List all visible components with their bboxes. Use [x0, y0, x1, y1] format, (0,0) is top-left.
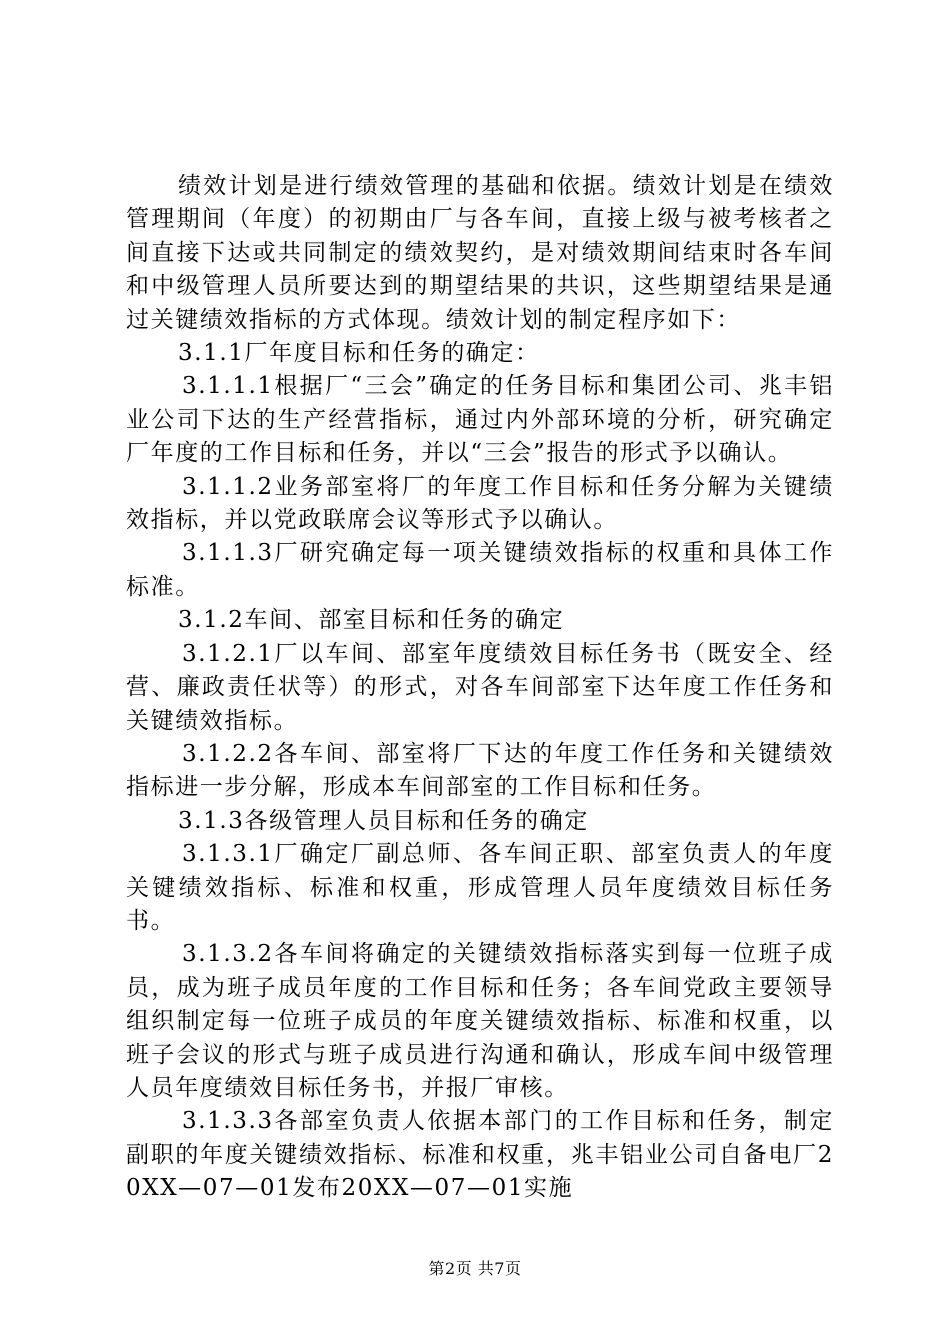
clause-3-1-2-1: 3.1.2.1厂以车间、部室年度绩效目标任务书（既安全、经营、廉政责任状等）的形式，对各车间部室下达年度工作任务和关键绩效指标。	[126, 640, 834, 734]
clause-3-1-1-2: 3.1.1.2业务部室将厂的年度工作目标和任务分解为关键绩效指标，并以党政联席会议等形式予以确认。	[126, 473, 834, 534]
section-3-1-3-heading: 3.1.3各级管理人员目标和任务的确定	[178, 807, 589, 834]
section-3-1-2-heading: 3.1.2车间、部室目标和任务的确定	[178, 607, 565, 634]
clause-3-1-1-3: 3.1.1.3厂研究确定每一项关键绩效指标的权重和具体工作标准。	[126, 540, 834, 600]
clause-3-1-3-3: 3.1.3.3各部室负责人依据本部门的工作目标和任务，制定副职的年度关键绩效指标、标准和权重，兆丰铝业公司自备电厂20XX—07—01发布20XX—07—01实施	[126, 1108, 834, 1202]
clause-3-1-3-2: 3.1.3.2各车间将确定的关键绩效指标落实到每一位班子成员，成为班子成员年度的工作目标和任务；各车间党政主要领导组织制定每一位班子成员的年度关键绩效指标、标准和权重，以班子会议的形式与班子成员进行沟通和确认，形成车间中级管理人员年度绩效目标任务书，并报厂审核。	[126, 941, 834, 1101]
clause-3-1-2-2: 3.1.2.2各车间、部室将厂下达的年度工作任务和关键绩效指标进一步分解，形成本车间部室的工作目标和任务。	[126, 740, 834, 801]
page-number-footer: 第2页 共7页	[428, 1259, 522, 1278]
clause-3-1-3-1: 3.1.3.1厂确定厂副总师、各车间正职、部室负责人的年度关键绩效指标、标准和权重，形成管理人员年度绩效目标任务书。	[126, 841, 834, 934]
document-body	[126, 170, 834, 1206]
intro-paragraph: 绩效计划是进行绩效管理的基础和依据。绩效计划是在绩效管理期间（年度）的初期由厂与各车间，直接上级与被考核者之间直接下达或共同制定的绩效契约，是对绩效期间结束时各车间和中级管理人员所要达到的期望结果的共识，这些期望结果是通过关键绩效指标的方式体现。绩效计划的制定程序如下：	[126, 173, 834, 333]
clause-3-1-1-1: 3.1.1.1根据厂“三会”确定的任务目标和集团公司、兆丰铝业公司下达的生产经营指标，通过内外部环境的分析，研究确定厂年度的工作目标和任务，并以“三会”报告的形式予以确认。	[126, 373, 834, 467]
section-3-1-1-heading: 3.1.1厂年度目标和任务的确定：	[178, 340, 540, 367]
